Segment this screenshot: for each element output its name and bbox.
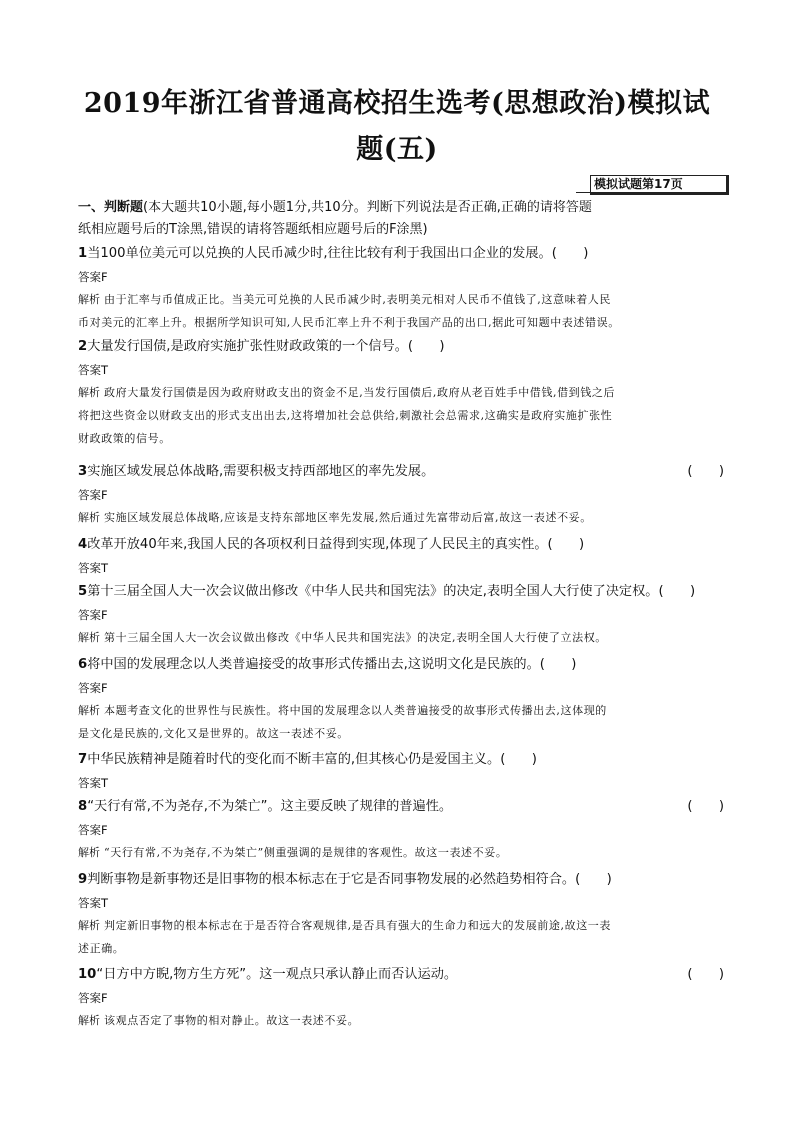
- question-number: 4: [78, 537, 88, 552]
- explanation-line: [78, 702, 732, 720]
- question-item: [78, 462, 732, 482]
- answer-line: [78, 774, 732, 792]
- question-text: 中华民族精神是随着时代的变化而不断丰富的,但其核心仍是爱国主义。( ): [87, 752, 537, 767]
- answer-value: F: [101, 681, 108, 695]
- explanation-line: [78, 314, 732, 332]
- answer-line: [78, 268, 732, 286]
- answer-value: F: [101, 488, 108, 502]
- explanation-line: [78, 509, 732, 527]
- explanation-line: [78, 844, 732, 862]
- question-number: 6: [78, 657, 88, 672]
- answer-label: 答案: [78, 270, 101, 284]
- question-item: [78, 870, 732, 890]
- explanation-line: [78, 430, 732, 448]
- explanation-line: [78, 291, 732, 309]
- question-item: [78, 965, 732, 985]
- answer-line: [78, 606, 732, 624]
- answer-value: T: [101, 896, 109, 910]
- document-title-line2: 题(五): [356, 134, 438, 165]
- question-item: [78, 244, 732, 264]
- answer-blank: ( ): [687, 967, 724, 982]
- explanation-text: 币对美元的汇率上升。根据所学知识可知,人民币汇率上升不利于我国产品的出口,据此可知题中表述错误。: [78, 316, 620, 329]
- explanation-label: 解析: [78, 511, 100, 524]
- explanation-text: 判定新旧事物的根本标志在于是否符合客观规律,是否具有强大的生命力和远大的发展前途,故这一表: [104, 919, 611, 932]
- explanation-line: [78, 384, 732, 402]
- explanation-text: 述正确。: [78, 942, 125, 955]
- answer-label: 答案: [78, 896, 101, 910]
- explanation-label: 解析: [78, 919, 100, 932]
- explanation-label: 解析: [78, 386, 100, 399]
- answer-line: [78, 821, 732, 839]
- answer-label: 答案: [78, 561, 101, 575]
- explanation-text: 实施区域发展总体战略,应该是支持东部地区率先发展,然后通过先富带动后富,故这一表述不妥。: [104, 511, 592, 524]
- document-title-line1: 2019年浙江省普通高校招生选考(思想政治)模拟试: [83, 88, 711, 119]
- answer-value: F: [101, 270, 108, 284]
- explanation-label: 解析: [78, 293, 100, 306]
- explanation-line: [78, 1012, 732, 1030]
- explanation-text: 财政政策的信号。: [78, 432, 171, 445]
- question-item: [78, 582, 732, 602]
- explanation-text: 政府大量发行国债是因为政府财政支出的资金不足,当发行国债后,政府从老百姓手中借钱,借到钱之后: [104, 386, 616, 399]
- explanation-line: [78, 917, 732, 935]
- question-number: 1: [78, 246, 88, 261]
- answer-blank: ( ): [687, 799, 724, 814]
- answer-line: [78, 361, 732, 379]
- question-number: 8: [78, 799, 88, 814]
- explanation-text: “天行有常,不为尧存,不为桀亡”侧重强调的是规律的客观性。故这一表述不妥。: [104, 846, 508, 859]
- explanation-text: 第十三届全国人大一次会议做出修改《中华人民共和国宪法》的决定,表明全国人大行使了立法权。: [104, 631, 607, 644]
- question-text: 改革开放40年来,我国人民的各项权利日益得到实现,体现了人民民主的真实性。( ): [87, 537, 585, 552]
- question-text: “日方中方睨,物方生方死”。这一观点只承认静止而否认运动。: [96, 967, 458, 982]
- question-number: 5: [78, 584, 88, 599]
- question-number: 2: [78, 339, 88, 354]
- explanation-label: 解析: [78, 631, 100, 644]
- question-text: 大量发行国债,是政府实施扩张性财政政策的一个信号。( ): [87, 339, 445, 354]
- answer-line: [78, 989, 732, 1007]
- answer-label: 答案: [78, 681, 101, 695]
- explanation-label: 解析: [78, 846, 100, 859]
- question-text: 判断事物是新事物还是旧事物的根本标志在于它是否同事物发展的必然趋势相符合。( ): [87, 872, 612, 887]
- question-item: [78, 797, 732, 817]
- question-number: 10: [78, 967, 97, 982]
- explanation-line: [78, 725, 732, 743]
- explanation-line: [78, 629, 732, 647]
- question-text: 实施区域发展总体战略,需要积极支持西部地区的率先发展。: [87, 464, 435, 479]
- answer-value: F: [101, 991, 108, 1005]
- answer-label: 答案: [78, 363, 101, 377]
- page-label: 模拟试题第17页: [590, 175, 729, 195]
- answer-value: T: [101, 776, 109, 790]
- answer-value: F: [101, 608, 108, 622]
- answer-blank: ( ): [687, 464, 724, 479]
- question-text: 将中国的发展理念以人类普遍接受的故事形式传播出去,这说明文化是民族的。( ): [87, 657, 577, 672]
- answer-value: F: [101, 823, 108, 837]
- explanation-text: 是文化是民族的,文化又是世界的。故这一表述不妥。: [78, 727, 349, 740]
- answer-line: [78, 679, 732, 697]
- answer-line: [78, 894, 732, 912]
- answer-label: 答案: [78, 488, 101, 502]
- explanation-label: 解析: [78, 1014, 100, 1027]
- section-header-line1: [78, 198, 732, 218]
- question-item: [78, 337, 732, 357]
- section-title: 一、判断题: [78, 200, 144, 215]
- explanation-text: 本题考查文化的世界性与民族性。将中国的发展理念以人类普遍接受的故事形式传播出去,这体现的: [104, 704, 607, 717]
- section-header-line2: 纸相应题号后的T涂黑,错误的请将答题纸相应题号后的F涂黑): [78, 222, 428, 237]
- explanation-text: 该观点否定了事物的相对静止。故这一表述不妥。: [104, 1014, 360, 1027]
- explanation-line: [78, 407, 732, 425]
- section-instructions: (本大题共10小题,每小题1分,共10分。判断下列说法是否正确,正确的请将答题: [143, 200, 592, 215]
- question-text: 当100单位美元可以兑换的人民币减少时,往往比较有利于我国出口企业的发展。( ): [87, 246, 589, 261]
- answer-label: 答案: [78, 991, 101, 1005]
- answer-label: 答案: [78, 608, 101, 622]
- explanation-label: 解析: [78, 704, 100, 717]
- question-number: 3: [78, 464, 88, 479]
- explanation-line: [78, 940, 732, 958]
- explanation-text: 由于汇率与币值成正比。当美元可兑换的人民币减少时,表明美元相对人民币不值钱了,这意味着人民: [104, 293, 611, 306]
- question-item: [78, 535, 732, 555]
- answer-label: 答案: [78, 776, 101, 790]
- question-number: 9: [78, 872, 88, 887]
- answer-line: [78, 486, 732, 504]
- question-text: 第十三届全国人大一次会议做出修改《中华人民共和国宪法》的决定,表明全国人大行使了决定权。( ): [87, 584, 696, 599]
- answer-line: [78, 559, 732, 577]
- question-text: “天行有常,不为尧存,不为桀亡”。这主要反映了规律的普遍性。: [87, 799, 453, 814]
- answer-value: T: [101, 363, 109, 377]
- question-number: 7: [78, 752, 88, 767]
- answer-value: T: [101, 561, 109, 575]
- question-item: [78, 655, 732, 675]
- question-item: [78, 750, 732, 770]
- explanation-text: 将把这些资金以财政支出的形式支出出去,这将增加社会总供给,刺激社会总需求,这确实是政府实施扩张性: [78, 409, 613, 422]
- answer-label: 答案: [78, 823, 101, 837]
